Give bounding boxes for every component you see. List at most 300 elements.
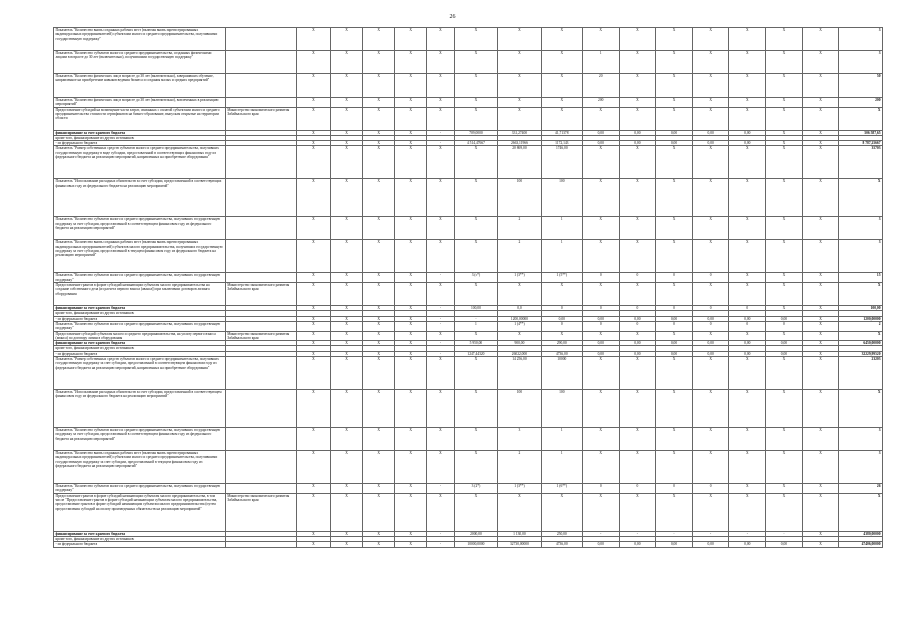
row-value-cell: X <box>296 141 330 146</box>
row-value-cell: X <box>363 240 395 273</box>
table-row <box>54 321 883 331</box>
row-value-cell: X <box>656 28 693 51</box>
row-value-cell: X <box>582 428 619 451</box>
row-value-cell: - <box>656 531 693 536</box>
table-row <box>54 451 883 484</box>
row-value-cell: X <box>656 283 693 306</box>
row-value-cell: 0,00 <box>729 141 766 146</box>
row-name-cell: финансирование за счет краевого бюджета <box>54 531 226 536</box>
row-value-cell: 0 <box>582 484 619 494</box>
row-total-cell: 50 <box>839 74 883 98</box>
table-row <box>54 283 883 306</box>
row-value-cell: X <box>766 484 803 494</box>
row-value-cell: X <box>802 341 839 346</box>
row-value-cell: X <box>802 531 839 536</box>
row-value-cell: 1 <box>541 240 582 273</box>
row-value-cell: X <box>395 542 427 547</box>
row-value-cell: 1 (3**) <box>498 484 542 494</box>
row-value-cell: X <box>363 316 395 321</box>
row-value-cell: 1746,00 <box>541 146 582 179</box>
row-total-cell: 3 <box>839 240 883 273</box>
row-value-cell: X <box>656 493 693 531</box>
row-executor-cell <box>225 217 296 240</box>
row-value-cell: X <box>802 451 839 484</box>
row-value-cell: X <box>802 273 839 283</box>
row-value-cell: X <box>766 428 803 451</box>
row-name-cell: Показатель "Количество вновь созданных рабочих мест (включая вновь зарегистрированных индивидуальных предпринимателей) субъектами малого и среднего предпринимательства, получившими государственную поддержку за счет субсидии, предоставленной в текущем финансовом году из федерального бюджета на реализацию мероприятий" <box>54 451 226 484</box>
row-value-cell: X <box>395 283 427 306</box>
row-value-cell: X <box>331 98 363 108</box>
row-value-cell: 0,00 <box>692 316 729 321</box>
row-total-cell: 3 <box>839 217 883 240</box>
row-value-cell: X <box>454 390 498 428</box>
row-name-cell: Показатель "Использование расходных обязательств за счет субсидии, предоставленной в соответствующем финансовом году из федерального бюджета на реализацию мероприятий" <box>54 390 226 428</box>
row-executor-cell <box>225 428 296 451</box>
row-value-cell: X <box>395 107 427 130</box>
row-value-cell: 100 <box>498 390 542 428</box>
row-total-cell: 1200,00000 <box>839 316 883 321</box>
row-value-cell: X <box>619 428 656 451</box>
row-value-cell: - <box>427 306 454 311</box>
row-name-cell: Предоставление субсидий на возмещение части затрат, связанных с оплатой субъектами малого и среднего предпринимательства стоимости сертификатов на бизнес-образование, выпускам открытые на территории области <box>54 107 226 130</box>
row-value-cell: X <box>729 283 766 306</box>
row-value-cell: X <box>454 451 498 484</box>
row-value-cell: X <box>802 351 839 356</box>
row-value-cell: X <box>766 51 803 74</box>
row-value-cell: X <box>766 217 803 240</box>
row-name-cell: Показатель "Использование расходных обязательств за счет субсидии, предоставленной в соответствующих финансовых году из федерального бюджета на реализацию мероприятий" <box>54 179 226 217</box>
row-value-cell: X <box>363 107 395 130</box>
table-row <box>54 74 883 98</box>
row-value-cell: X <box>729 146 766 179</box>
table-row <box>54 217 883 240</box>
row-value-cell: X <box>766 98 803 108</box>
row-value-cell: X <box>619 493 656 531</box>
row-value-cell: X <box>363 451 395 484</box>
row-value-cell: 41,71378 <box>541 130 582 135</box>
row-value-cell: - <box>427 130 454 135</box>
row-value-cell: X <box>331 357 363 390</box>
row-value-cell: X <box>454 357 498 390</box>
page-number: 26 <box>449 14 456 20</box>
row-value-cell: 1 <box>541 428 582 451</box>
row-value-cell: X <box>802 217 839 240</box>
row-value-cell: - <box>427 321 454 331</box>
row-value-cell: X <box>363 74 395 98</box>
row-executor-cell: Министерство экономического развития Забайкальского края <box>225 331 296 341</box>
row-value-cell: X <box>363 141 395 146</box>
row-value-cell: 26022,000 <box>498 351 542 356</box>
row-value-cell: 1 <box>582 51 619 74</box>
row-value-cell: X <box>363 306 395 311</box>
row-value-cell: X <box>331 51 363 74</box>
row-value-cell: X <box>498 493 542 531</box>
row-value-cell: 0 <box>582 321 619 331</box>
row-value-cell: X <box>582 451 619 484</box>
row-value-cell: X <box>802 357 839 390</box>
row-value-cell: 100,00 <box>454 306 498 311</box>
row-value-cell: X <box>363 542 395 547</box>
row-value-cell: X <box>296 283 330 306</box>
row-name-cell: - из федерального бюджета <box>54 316 226 321</box>
row-value-cell: X <box>331 484 363 494</box>
row-value-cell: 2 <box>498 217 542 240</box>
row-value-cell: - <box>427 273 454 283</box>
row-value-cell: X <box>802 179 839 217</box>
row-value-cell: 0,00 <box>582 542 619 547</box>
row-value-cell: X <box>454 493 498 531</box>
row-value-cell: X <box>363 28 395 51</box>
row-name-cell: Предоставление грантов в форме субсидий начинающим субъектам малого предпринимательства, в том числе "Предоставление грантов в форме субсидий начинающим субъектам малого предпринимательства, предоставление грантов в форме субсидий начинающим субъектам малого предпринимательства (путем предоставления субсидий на оплату произведенных обязательств на реализацию мероприятий" <box>54 493 226 531</box>
row-value-cell: 3 <box>498 428 542 451</box>
row-value-cell: X <box>582 331 619 341</box>
row-executor-cell <box>225 390 296 428</box>
row-value-cell: X <box>363 531 395 536</box>
row-value-cell: X <box>541 98 582 108</box>
row-value-cell: X <box>331 531 363 536</box>
row-value-cell: X <box>729 357 766 390</box>
row-value-cell: X <box>541 51 582 74</box>
row-value-cell: X <box>296 51 330 74</box>
row-value-cell: X <box>802 542 839 547</box>
row-value-cell: 0,00 <box>692 141 729 146</box>
row-total-cell: 3 <box>839 428 883 451</box>
row-value-cell: X <box>363 98 395 108</box>
row-value-cell: 0,00 <box>692 351 729 356</box>
row-total-cell: 15 <box>839 273 883 283</box>
row-executor-cell <box>225 321 296 331</box>
row-value-cell: X <box>427 451 454 484</box>
row-value-cell: X <box>363 390 395 428</box>
row-value-cell: X <box>729 493 766 531</box>
row-value-cell: - <box>454 316 498 321</box>
row-executor-cell <box>225 146 296 179</box>
row-total-cell: 506 587,65 <box>839 130 883 135</box>
row-value-cell: 0 <box>582 306 619 311</box>
row-value-cell: - <box>729 531 766 536</box>
table-row <box>54 240 883 273</box>
row-value-cell: X <box>331 217 363 240</box>
row-value-cell: 0 <box>619 321 656 331</box>
row-value-cell: X <box>656 428 693 451</box>
row-executor-cell <box>225 451 296 484</box>
row-value-cell: - <box>427 316 454 321</box>
row-value-cell: X <box>296 321 330 331</box>
row-executor-cell <box>225 51 296 74</box>
row-value-cell: X <box>729 98 766 108</box>
row-value-cell: X <box>395 316 427 321</box>
row-value-cell: X <box>296 146 330 179</box>
row-value-cell: 4 514,47667 <box>454 141 498 146</box>
row-name-cell: Показатель "Количество субъектов малого и среднего предпринимательства, созданных физическими лицами в возрасте до 30 лет (включительно), получившими государственную поддержку" <box>54 51 226 74</box>
row-value-cell: 14 256,00 <box>498 357 542 390</box>
row-value-cell: X <box>454 331 498 341</box>
row-value-cell: X <box>541 28 582 51</box>
row-total-cell: X <box>839 331 883 341</box>
row-value-cell: X <box>619 179 656 217</box>
row-value-cell: X <box>395 484 427 494</box>
row-value-cell: 0,00 <box>582 130 619 135</box>
row-value-cell: X <box>692 451 729 484</box>
row-total-cell: 3 <box>839 51 883 74</box>
row-name-cell: кроме того, финансирование из других источников: <box>54 346 226 351</box>
row-value-cell: X <box>363 341 395 346</box>
row-value-cell: X <box>802 74 839 98</box>
row-value-cell: 1 (5**) <box>541 273 582 283</box>
row-value-cell: X <box>766 146 803 179</box>
row-value-cell: X <box>331 341 363 346</box>
row-value-cell: X <box>296 179 330 217</box>
row-value-cell: X <box>802 484 839 494</box>
table-row <box>54 28 883 51</box>
row-value-cell: X <box>656 98 693 108</box>
row-value-cell: X <box>395 179 427 217</box>
row-value-cell: X <box>619 331 656 341</box>
row-name-cell: кроме того, финансирование из других источников: <box>54 135 226 140</box>
row-value-cell: 0,00 <box>619 351 656 356</box>
row-value-cell: 0 <box>692 321 729 331</box>
row-value-cell: X <box>541 331 582 341</box>
row-name-cell: - из федерального бюджета <box>54 141 226 146</box>
row-value-cell: X <box>395 141 427 146</box>
row-value-cell: X <box>729 217 766 240</box>
row-value-cell: 4736,00 <box>541 351 582 356</box>
row-value-cell: 0,00 <box>766 341 803 346</box>
row-value-cell: X <box>582 283 619 306</box>
row-name-cell: финансирование за счет краевого бюджета <box>54 341 226 346</box>
row-value-cell: 3 (с*) <box>454 273 498 283</box>
row-value-cell: X <box>802 240 839 273</box>
row-total-cell: X <box>839 179 883 217</box>
row-value-cell: X <box>692 331 729 341</box>
row-value-cell: X <box>395 306 427 311</box>
table-row <box>54 146 883 179</box>
row-executor-cell <box>225 273 296 283</box>
row-value-cell: X <box>802 306 839 311</box>
row-value-cell: 0 <box>656 306 693 311</box>
row-value-cell: X <box>692 74 729 98</box>
row-executor-cell <box>225 240 296 273</box>
row-value-cell: X <box>296 28 330 51</box>
row-value-cell: X <box>363 283 395 306</box>
row-value-cell: X <box>331 316 363 321</box>
row-value-cell: X <box>766 306 803 311</box>
row-value-cell: X <box>296 306 330 311</box>
row-executor-cell <box>225 542 296 547</box>
row-value-cell: X <box>296 531 330 536</box>
row-value-cell: X <box>363 179 395 217</box>
row-value-cell: X <box>395 273 427 283</box>
row-value-cell: X <box>296 493 330 531</box>
row-value-cell: X <box>331 351 363 356</box>
row-name-cell: Показатель "Количество физических лиц в возрасте до 30 лет (включительно), вовлеченных в реализацию мероприятий" <box>54 98 226 108</box>
row-total-cell: 8 787,25667 <box>839 141 883 146</box>
row-value-cell: X <box>692 493 729 531</box>
row-value-cell: X <box>331 130 363 135</box>
row-value-cell: X <box>296 98 330 108</box>
row-total-cell: 100,00 <box>839 306 883 311</box>
row-value-cell: X <box>582 390 619 428</box>
row-value-cell: X <box>541 493 582 531</box>
row-value-cell: 0,00 <box>656 316 693 321</box>
row-value-cell: X <box>656 146 693 179</box>
row-value-cell: 331,27400 <box>498 130 542 135</box>
row-value-cell: X <box>582 107 619 130</box>
row-value-cell: X <box>331 107 363 130</box>
row-executor-cell <box>225 484 296 494</box>
row-value-cell: X <box>766 331 803 341</box>
row-value-cell: X <box>454 240 498 273</box>
row-value-cell: X <box>692 217 729 240</box>
row-value-cell: X <box>729 179 766 217</box>
row-value-cell: X <box>395 357 427 390</box>
row-value-cell: X <box>729 484 766 494</box>
row-value-cell: 0,00 <box>619 542 656 547</box>
row-value-cell: X <box>729 390 766 428</box>
row-value-cell: 0 <box>692 273 729 283</box>
row-value-cell: 0 <box>582 273 619 283</box>
row-value-cell: 0 <box>619 273 656 283</box>
row-value-cell: 0,00 <box>729 341 766 346</box>
row-value-cell: X <box>802 130 839 135</box>
row-name-cell: финансирование за счет краевого бюджета <box>54 130 226 135</box>
row-name-cell: Показатель "Количество физических лиц в возрасте до 30 лет (включительно), завершивших обучение, направленное на приобретение навыков ведения бизнеса и создания малых и средних предприятий" <box>54 74 226 98</box>
row-value-cell: 0,00 <box>766 542 803 547</box>
row-value-cell: X <box>296 316 330 321</box>
row-value-cell: 0,00 <box>692 341 729 346</box>
row-value-cell: 0,00 <box>619 316 656 321</box>
row-name-cell: кроме того, финансирование из других источников: <box>54 311 226 316</box>
row-value-cell: X <box>582 217 619 240</box>
row-value-cell: X <box>766 390 803 428</box>
row-value-cell: X <box>692 179 729 217</box>
row-total-cell: 26 <box>839 484 883 494</box>
row-value-cell: X <box>802 321 839 331</box>
row-name-cell: Показатель "Размер собственных средств субъектов малого и среднего предпринимательства, получивших государственную поддержку за счет субсидии, предоставленной в соответствующем финансовом году из федерального бюджета на реализацию мероприятий, направленных на приобретение оборудования" <box>54 357 226 390</box>
row-value-cell: - <box>766 531 803 536</box>
row-value-cell: - <box>619 531 656 536</box>
table-row <box>54 542 883 547</box>
row-value-cell: X <box>363 331 395 341</box>
row-value-cell: X <box>541 283 582 306</box>
row-value-cell: 0,00 <box>541 316 582 321</box>
table-body <box>54 28 883 548</box>
row-value-cell: 1172,143 <box>541 141 582 146</box>
row-value-cell: X <box>802 141 839 146</box>
row-value-cell: X <box>619 107 656 130</box>
row-value-cell: X <box>296 357 330 390</box>
row-total-cell: 3 <box>839 451 883 484</box>
row-value-cell: 5 950,00 <box>454 341 498 346</box>
row-value-cell: 0 <box>541 306 582 311</box>
row-value-cell: X <box>427 146 454 179</box>
row-value-cell: X <box>395 98 427 108</box>
row-value-cell: X <box>692 98 729 108</box>
row-name-cell: Показатель "Количество субъектов малого и среднего предпринимательства, получивших государственную поддержку" <box>54 484 226 494</box>
row-value-cell: X <box>296 451 330 484</box>
row-total-cell: X <box>839 493 883 531</box>
row-name-cell: финансирование за счет краевого бюджета <box>54 306 226 311</box>
row-value-cell: X <box>296 217 330 240</box>
row-name-cell: Показатель "Количество субъектов малого и среднего предпринимательства, получивших государственную поддержку за счет субсидии, предоставленной в соответствующем финансовом году из федерального бюджета на реализацию мероприятий" <box>54 428 226 451</box>
row-value-cell: - <box>582 531 619 536</box>
row-executor-cell: Министерство экономического развития Забайкальского края <box>225 107 296 130</box>
row-value-cell: X <box>766 107 803 130</box>
row-value-cell: X <box>766 141 803 146</box>
row-value-cell: X <box>802 98 839 108</box>
row-value-cell: 0,00 <box>656 341 693 346</box>
row-value-cell: X <box>582 357 619 390</box>
row-value-cell: X <box>766 179 803 217</box>
row-value-cell: X <box>395 351 427 356</box>
row-value-cell: 0,00 <box>619 341 656 346</box>
row-value-cell: X <box>656 390 693 428</box>
row-value-cell: X <box>766 283 803 306</box>
table-row <box>54 273 883 283</box>
row-value-cell: X <box>331 240 363 273</box>
row-value-cell: 1 <box>541 451 582 484</box>
table-row <box>54 179 883 217</box>
row-value-cell: X <box>454 107 498 130</box>
row-value-cell: X <box>395 217 427 240</box>
row-value-cell: 0 <box>729 321 766 331</box>
row-value-cell: X <box>363 357 395 390</box>
row-value-cell: X <box>296 484 330 494</box>
row-value-cell: X <box>454 74 498 98</box>
row-value-cell: X <box>427 217 454 240</box>
row-name-cell: Показатель "Количество вновь созданных рабочих мест (включая вновь зарегистрированных индивидуальных предпринимателей) субъектами малого и среднего предпринимательства, получившими государственную поддержку" <box>54 28 226 51</box>
row-value-cell: X <box>656 74 693 98</box>
table-row <box>54 357 883 390</box>
row-name-cell: Показатель "Количество субъектов малого и среднего предпринимательства, получивших государственную поддержку за счет субсидии, предоставленной в соответствующем финансовом году из федерального бюджета на реализацию мероприятий" <box>54 217 226 240</box>
row-value-cell: 0 <box>729 306 766 311</box>
table-row <box>54 331 883 341</box>
row-value-cell: X <box>802 390 839 428</box>
row-value-cell: - <box>692 531 729 536</box>
row-value-cell: X <box>363 484 395 494</box>
program-table <box>53 27 883 548</box>
row-value-cell: X <box>296 390 330 428</box>
row-value-cell: X <box>296 107 330 130</box>
row-total-cell: X <box>839 283 883 306</box>
row-value-cell: X <box>427 28 454 51</box>
row-value-cell: X <box>729 74 766 98</box>
row-value-cell: 100 <box>498 179 542 217</box>
row-value-cell: X <box>766 240 803 273</box>
row-value-cell: X <box>582 240 619 273</box>
row-value-cell: X <box>541 74 582 98</box>
table-row <box>54 493 883 531</box>
row-value-cell: X <box>619 146 656 179</box>
row-value-cell: X <box>498 331 542 341</box>
row-total-cell: 47406,00000 <box>839 542 883 547</box>
row-total-cell: X <box>839 107 883 130</box>
row-value-cell: X <box>498 74 542 98</box>
row-value-cell: X <box>331 273 363 283</box>
row-value-cell: X <box>363 130 395 135</box>
row-value-cell: X <box>619 217 656 240</box>
row-value-cell: X <box>802 316 839 321</box>
row-value-cell: X <box>395 341 427 346</box>
row-value-cell: - <box>427 351 454 356</box>
row-value-cell: 0 <box>619 306 656 311</box>
row-name-cell: кроме того, финансирование из других источников: <box>54 536 226 541</box>
row-value-cell: 100 <box>541 390 582 428</box>
row-value-cell: X <box>498 98 542 108</box>
row-value-cell: X <box>331 331 363 341</box>
row-value-cell: X <box>766 273 803 283</box>
row-value-cell: 1 (4**) <box>498 321 542 331</box>
